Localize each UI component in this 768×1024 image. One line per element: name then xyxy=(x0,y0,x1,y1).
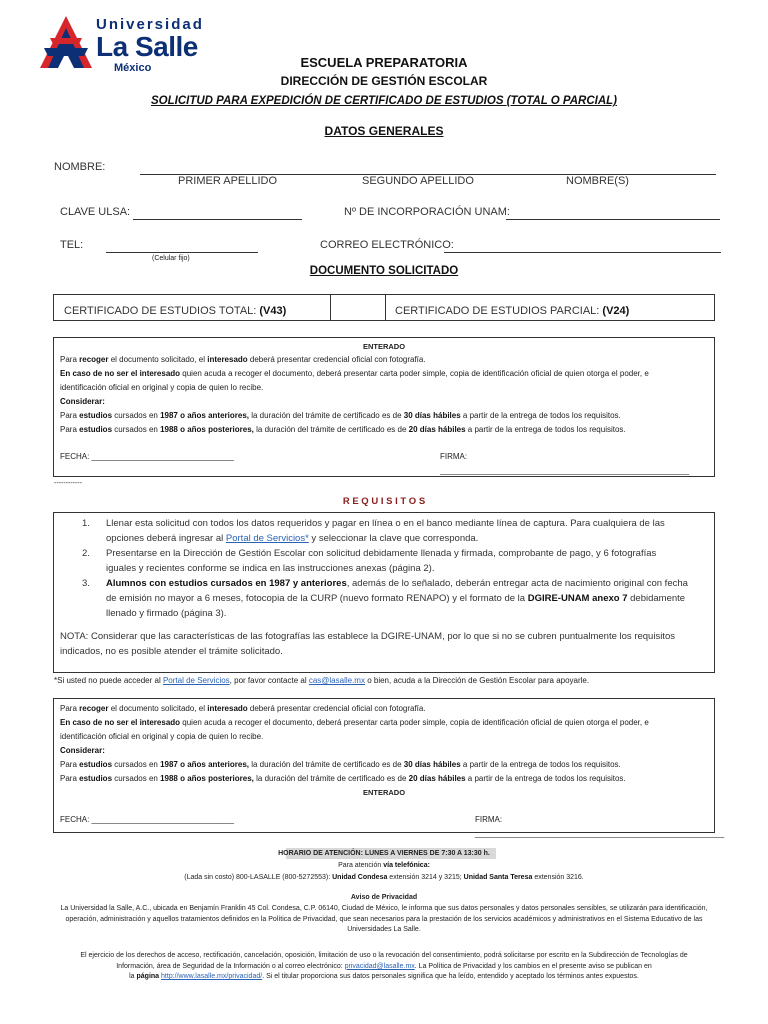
tel-hint: (Celular fijo) xyxy=(152,255,190,262)
privacidad-email-link[interactable]: privacidad@lasalle.mx xyxy=(344,962,415,970)
incorporacion-label: Nº DE INCORPORACIÓN UNAM: xyxy=(344,206,510,218)
logo-lasalle-text: La Salle xyxy=(96,31,198,62)
privacidad-page-link[interactable]: http://www.lasalle.mx/privacidad/ xyxy=(161,973,263,980)
enterado-title-1: ENTERADO xyxy=(362,342,406,351)
documento-checkbox-divider[interactable] xyxy=(330,295,386,320)
firma-field-1[interactable]: FIRMA: ________________________________________________________ xyxy=(440,452,690,475)
atencion-telefonica: Para atención vía telefónica: xyxy=(338,862,430,869)
clave-ulsa-label: CLAVE ULSA: xyxy=(60,206,131,218)
requisitos-footnote: *Si usted no puede acceder al Portal de Servicios, por favor contacte al cas@lasalle.mx o bien, acuda a la Dirección de Gestión Escolar para apoyarle. xyxy=(54,676,590,685)
nombres-label: NOMBRE(S) xyxy=(566,175,629,187)
tel-field[interactable] xyxy=(106,252,258,253)
enterado-box-1 xyxy=(53,337,715,477)
clave-ulsa-field[interactable] xyxy=(133,219,302,220)
certificado-total-option[interactable]: CERTIFICADO DE ESTUDIOS TOTAL: (V43) xyxy=(64,305,287,317)
derechos-text: El ejercicio de los derechos de acceso, rectificación, cancelación, oposición, limitación de uso o la revocación del consentimiento, podrá solicitarse por escrito en la Subdirección de Tecnologías de Información, área de Seguridad de la Información o al correo electrónico: privacidad@lasalle.mx. La Política de Privacidad y los cambios en el presente aviso se publican en la página http://www.lasalle.mx/privacidad/. Si el titular proporciona sus datos personales significa que ha leído, entendido y aceptado los términos antes expuestos. xyxy=(80,952,688,980)
enterado-text-1: Para recoger el documento solicitado, el interesado deberá presentar credencial oficial con fotografía. En caso de no ser el interesado quien acuda a recoger el documento, deberá presentar carta poder simple, copia de identificación oficial de quien otorga el poder, e identificación oficial en original y copia de quien lo recibe. Considerar: Para estudios cursados en 1987 o años anteriores, la duración del trámite de certificado es de 30 días hábiles a partir de la entrega de todos los requisitos. Para estudios cursados en 1988 o años posteriores, la duración del trámite de certificado es de 20 días hábiles a partir de la entrega de todos los requisitos. xyxy=(60,355,649,434)
form-title: SOLICITUD PARA EXPEDICIÓN DE CERTIFICADO DE ESTUDIOS (TOTAL O PARCIAL) xyxy=(151,95,617,107)
cas-email-link[interactable]: cas@lasalle.mx xyxy=(308,676,365,685)
portal-servicios-footnote-link[interactable]: Portal de Servicios xyxy=(162,676,230,685)
correo-label: CORREO ELECTRÓNICO: xyxy=(320,239,454,251)
portal-servicios-link[interactable]: Portal de Servicios* xyxy=(225,533,309,544)
fecha-field-2[interactable]: FECHA: ________________________________ xyxy=(60,815,234,824)
incorporacion-field[interactable] xyxy=(506,219,720,220)
documento-box xyxy=(53,294,715,321)
correo-field[interactable] xyxy=(444,252,721,253)
separator-dashes: ------------ xyxy=(54,480,82,487)
fecha-field-1[interactable]: FECHA: ________________________________ xyxy=(60,452,234,461)
requisito-item-1: 1. Llenar esta solicitud con todos los datos requeridos y pagar en línea o en el banco mediante línea de captura. Para cualquiera de las opciones deberá ingresar al Portal de Servicios* y seleccionar la clave que corresponda. xyxy=(82,518,665,544)
tel-label: TEL: xyxy=(60,239,84,251)
logo-universidad-text: Universidad xyxy=(96,16,204,33)
requisito-item-3: 3. Alumnos con estudios cursados en 1987 y anteriores, además de lo señalado, deberán entregar acta de nacimiento original con fecha de emisión no mayor a 6 meses, fotocopia de la CURP (nuevo formato RENAPO) y el formato de la DGIRE-UNAM anexo 7 debidamente llenado y firmado (página 3). xyxy=(82,578,688,619)
firma-field-2[interactable]: FIRMA: ________________________________________________________ xyxy=(475,815,725,838)
section-documento-solicitado: DOCUMENTO SOLICITADO xyxy=(309,265,459,277)
enterado-box-2 xyxy=(53,698,725,838)
segundo-apellido-label: SEGUNDO APELLIDO xyxy=(362,175,474,187)
certificado-parcial-option[interactable]: CERTIFICADO DE ESTUDIOS PARCIAL: (V24) xyxy=(395,305,630,317)
school-title: ESCUELA PREPARATORIA xyxy=(300,55,468,70)
requisitos-title: R E Q U I S I T O S xyxy=(342,496,426,507)
requisitos-nota: NOTA: Considerar que las características de las fotografías las establece la DGIRE-UNAM, por lo que si no se cubren puntualmente los requisitos indicados, no es posible atender el trámite solicitado. xyxy=(60,631,675,657)
nombre-label: NOMBRE: xyxy=(54,161,106,173)
aviso-privacidad-text: La Universidad la Salle, A.C., ubicada en Benjamín Franklin 45 Col. Condesa, C.P. 06140, Ciudad de México, le informa que sus datos personales y datos personales sensibles, se utilizarán para identificación, operación, administración y aquellos tratamientos definidos en la Política de Privacidad, que sean necesarios para la prestación de los servicios académicos y administrativos en el Sistema Educativo de las Universidades La Salle. xyxy=(60,905,708,933)
requisitos-box xyxy=(53,512,715,673)
lada-info: (Lada sin costo) 800-LASALLE (800-5272553): Unidad Condesa extensión 3214 y 3215; Unidad Santa Teresa extensión 3216. xyxy=(184,874,584,881)
requisitos-list xyxy=(54,516,714,659)
enterado-title-2: ENTERADO xyxy=(362,788,406,797)
section-datos-generales: DATOS GENERALES xyxy=(324,124,444,138)
department-title: DIRECCIÓN DE GESTIÓN ESCOLAR xyxy=(280,74,488,88)
requisito-item-2: 2. Presentarse en la Dirección de Gestión Escolar con solicitud debidamente llenada y firmada, comprobante de pago, y 6 fotografías iguales y recientes conforme se indica en las instrucciones anexas (página 2). xyxy=(82,548,657,574)
primer-apellido-label: PRIMER APELLIDO xyxy=(178,175,278,187)
horario-text: HORARIO DE ATENCIÓN: LUNES A VIERNES DE 7:30 A 13:30 h. xyxy=(278,850,490,857)
logo-mexico-text: México xyxy=(114,62,152,74)
enterado-text-2: Para recoger el documento solicitado, el interesado deberá presentar credencial oficial con fotografía. En caso de no ser el interesado quien acuda a recoger el documento, deberá presentar carta poder simple, copia de identificación oficial de quien otorga el poder, e identificación oficial en original y copia de quien lo recibe. Considerar: Para estudios cursados en 1987 o años anteriores, la duración del trámite de certificado es de 30 días hábiles a partir de la entrega de todos los requisitos. Para estudios cursados en 1988 o años posteriores, la duración del trámite de certificado es de 20 días hábiles a partir de la entrega de todos los requisitos. xyxy=(60,704,649,783)
aviso-privacidad-title: Aviso de Privacidad xyxy=(350,894,418,901)
